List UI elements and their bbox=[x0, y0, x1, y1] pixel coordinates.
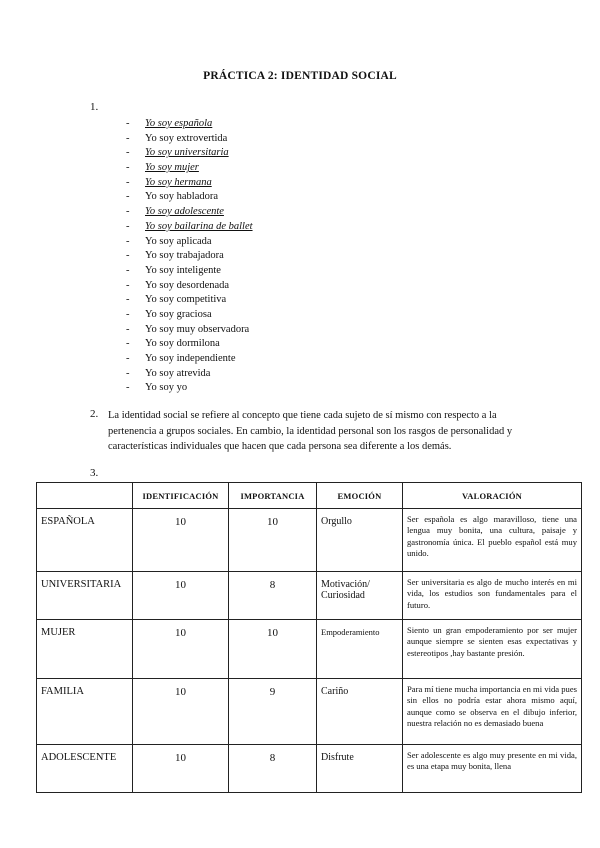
list-item: - Yo soy universitaria bbox=[126, 147, 229, 159]
valoracion-cell: Para mí tiene mucha importancia en mi vida pues sin ellos no podría estar ahora mismo aquí, aunque como se observa en el dibujo inferior, nuestra relación no es demasiado buena bbox=[403, 679, 582, 745]
list-item-text: Yo soy hermana bbox=[145, 176, 212, 188]
list-item: - Yo soy habladora bbox=[126, 191, 219, 203]
valoracion-cell: Siento un gran empoderamiento por ser mujer aunque siempre se sienten esas expectativas y estereotipos ,hay bastante presión. bbox=[403, 620, 582, 679]
list-item: - Yo soy trabajadora bbox=[126, 250, 224, 262]
list-item-text: Yo soy aplicada bbox=[145, 235, 212, 247]
identificacion-cell: 10 bbox=[133, 620, 229, 679]
list-item-text: Yo soy bailarina de ballet bbox=[145, 220, 253, 232]
group-cell: ESPAÑOLA bbox=[37, 509, 133, 572]
importancia-cell: 8 bbox=[229, 745, 317, 793]
list-item: - Yo soy desordenada bbox=[126, 279, 230, 291]
list-item-text: Yo soy graciosa bbox=[145, 308, 212, 320]
identificacion-cell: 10 bbox=[133, 572, 229, 620]
identificacion-cell: 10 bbox=[133, 745, 229, 793]
header-cell-group bbox=[37, 483, 133, 509]
list-item: - Yo soy hermana bbox=[126, 176, 212, 188]
identity-list bbox=[126, 117, 253, 396]
list-item: - Yo soy extrovertida bbox=[126, 132, 228, 144]
list-item: - Yo soy española bbox=[126, 118, 213, 129]
list-item-text: Yo soy trabajadora bbox=[145, 250, 224, 262]
valoracion-cell: Ser adolescente es algo muy presente en mi vida, es una etapa muy bonita, llena bbox=[403, 745, 582, 793]
emocion-cell: Orgullo bbox=[317, 509, 403, 572]
group-cell: MUJER bbox=[37, 620, 133, 679]
list-item-text: Yo soy yo bbox=[145, 382, 188, 394]
list-item: - Yo soy dormilona bbox=[126, 338, 220, 350]
importancia-cell: 9 bbox=[229, 679, 317, 745]
list-item-text: Yo soy habladora bbox=[145, 191, 219, 203]
header-cell-importancia: IMPORTANCIA bbox=[229, 483, 317, 509]
table-header-row bbox=[37, 483, 582, 509]
identificacion-cell: 10 bbox=[133, 679, 229, 745]
identity-table bbox=[36, 482, 582, 793]
group-cell: FAMILIA bbox=[37, 679, 133, 745]
table-row bbox=[37, 620, 582, 679]
valoracion-cell: Ser universitaria es algo de mucho interés en mi vida, los estudios son fundamentales para el futuro. bbox=[403, 572, 582, 620]
list-item-text: Yo soy universitaria bbox=[145, 147, 229, 159]
list-item: - Yo soy adolescente bbox=[126, 206, 224, 218]
list-item: - Yo soy inteligente bbox=[126, 264, 221, 276]
page-title: PRÁCTICA 2: IDENTIDAD SOCIAL bbox=[203, 70, 397, 82]
header-cell-identificacion: IDENTIFICACIÓN bbox=[133, 483, 229, 509]
group-cell: ADOLESCENTE bbox=[37, 745, 133, 793]
list-item: - Yo soy independiente bbox=[126, 353, 236, 364]
list-item: - Yo soy graciosa bbox=[126, 308, 212, 320]
valoracion-cell: Ser española es algo maravilloso, tiene una lengua muy bonita, una cultura, paisaje y gastronomía única. El pueblo español está muy unido. bbox=[403, 509, 582, 572]
table-row bbox=[37, 572, 582, 620]
table-row bbox=[37, 745, 582, 793]
list-item: - Yo soy competitiva bbox=[126, 294, 227, 306]
list-item: - Yo soy muy observadora bbox=[126, 323, 250, 335]
importancia-cell: 10 bbox=[229, 509, 317, 572]
list-item-text: Yo soy atrevida bbox=[145, 367, 211, 379]
section-3-number: 3. bbox=[90, 467, 99, 479]
list-item-text: Yo soy muy observadora bbox=[145, 323, 250, 335]
list-item-text: Yo soy competitiva bbox=[145, 294, 227, 306]
emocion-cell: Motivación/ Curiosidad bbox=[317, 572, 403, 620]
section-1-number: 1. bbox=[90, 101, 99, 113]
identity-definition-paragraph: La identidad social se refiere al concepto que tiene cada sujeto de sí mismo con respecto a la pertenencia a grupos sociales. En cambio, la identidad personal son los rasgos de personalidad y características individuales que hacen que cada persona sea diferente a los demás. bbox=[108, 410, 513, 452]
list-item: - Yo soy mujer bbox=[126, 162, 199, 174]
list-item-text: Yo soy desordenada bbox=[145, 279, 230, 291]
list-item: - Yo soy bailarina de ballet bbox=[126, 220, 253, 232]
list-item: - Yo soy yo bbox=[126, 382, 188, 394]
list-item: - Yo soy atrevida bbox=[126, 367, 211, 379]
list-item-text: Yo soy extrovertida bbox=[145, 132, 228, 144]
list-item-text: Yo soy inteligente bbox=[145, 264, 221, 276]
group-cell: UNIVERSITARIA bbox=[37, 572, 133, 620]
emocion-cell: Disfrute bbox=[317, 745, 403, 793]
importancia-cell: 8 bbox=[229, 572, 317, 620]
header-cell-emocion: EMOCIÓN bbox=[317, 483, 403, 509]
importancia-cell: 10 bbox=[229, 620, 317, 679]
list-item-text: Yo soy mujer bbox=[145, 162, 199, 174]
list-item-text: Yo soy española bbox=[145, 118, 213, 129]
header-cell-valoracion: VALORACIÓN bbox=[403, 483, 582, 509]
emocion-cell: Cariño bbox=[317, 679, 403, 745]
table-row bbox=[37, 679, 582, 745]
list-item-text: Yo soy dormilona bbox=[145, 338, 220, 350]
section-2-number: 2. bbox=[90, 408, 99, 420]
emocion-cell: Empoderamiento bbox=[317, 620, 403, 679]
list-item: - Yo soy aplicada bbox=[126, 235, 212, 247]
table-row bbox=[37, 509, 582, 572]
list-item-text: Yo soy adolescente bbox=[145, 206, 224, 218]
list-item-text: Yo soy independiente bbox=[145, 353, 236, 364]
identificacion-cell: 10 bbox=[133, 509, 229, 572]
